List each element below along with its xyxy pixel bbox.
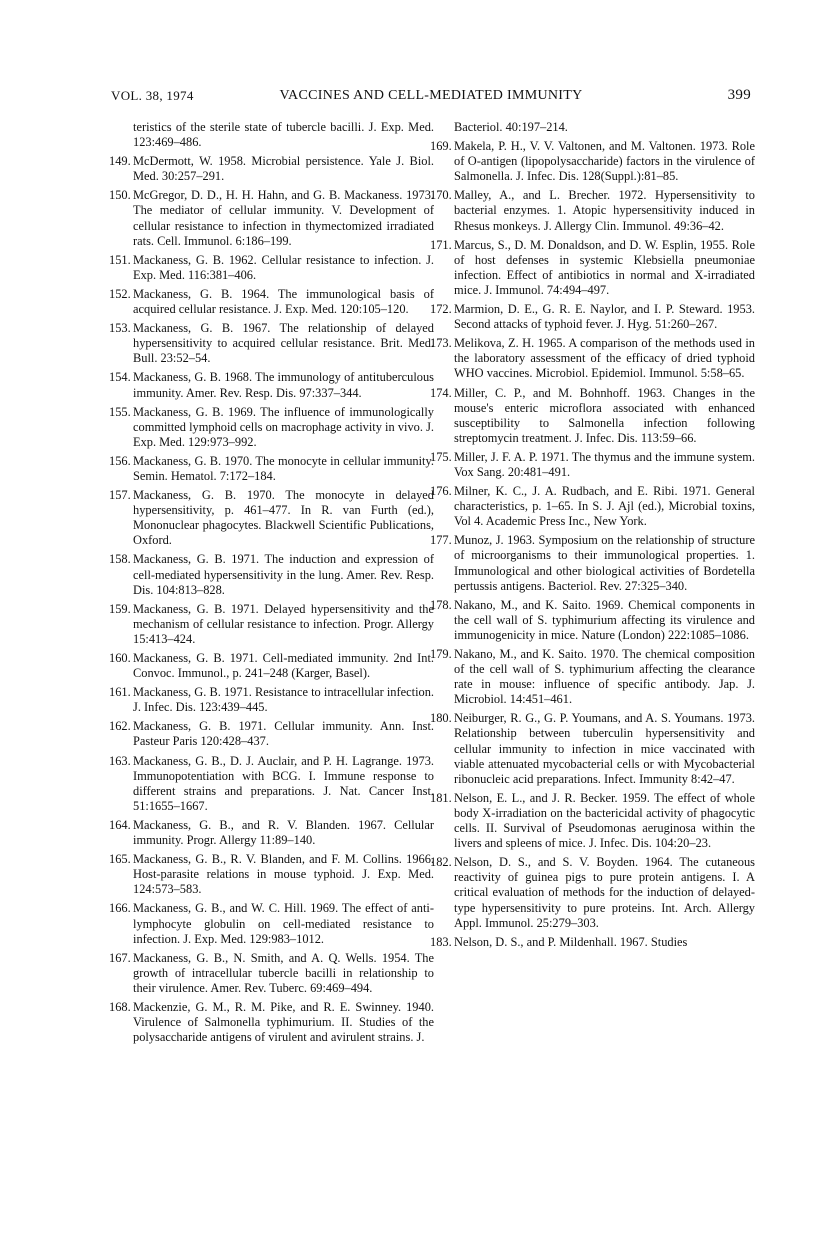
reference-text: Nelson, D. S., and P. Mildenhall. 1967. Studies: [454, 934, 688, 949]
reference-number: 156.: [109, 453, 131, 468]
reference-text: Mackaness, G. B. 1970. The monocyte in delayed hypersensitivity, p. 461–477. In R. van Furth (ed.), Mononuclear phagocytes. Blackwell Scientific Publications, Oxford.: [133, 488, 434, 548]
reference-text: Nakano, M., and K. Saito. 1970. The chemical composition of the cell wall of S. typhimurium affecting the clearance rate in mouse: influence of specific antibody. Jap. J. Microbiol. 14:451–461.: [454, 647, 755, 707]
reference-text: Nakano, M., and K. Saito. 1969. Chemical components in the cell wall of S. typhimurium affecting its virulence and immunogenicity in mice. Nature (London) 222:1085–1086.: [454, 597, 755, 642]
reference-entry: [109, 602, 434, 647]
reference-text: Neiburger, R. G., G. P. Youmans, and A. S. Youmans. 1973. Relationship between tuberculin hypersensitivity and cellular immunity to infection in mice vaccinated with viable attenuated mycobacterial cells or with Mycobacterial ribonucleic acid preparations. Infect. Immunity 8:42–47.: [454, 711, 755, 786]
reference-number: 152.: [109, 286, 131, 301]
reference-entry: [430, 450, 755, 480]
reference-entry: [430, 935, 755, 950]
reference-entry: [109, 651, 434, 681]
reference-number: 182.: [430, 855, 452, 870]
reference-number: 167.: [109, 950, 131, 965]
reference-text: Makela, P. H., V. V. Valtonen, and M. Valtonen. 1973. Role of O-antigen (lipopolysaccharide) factors in the virulence of Salmonella. J. Infec. Dis. 128(Suppl.):81–85.: [454, 139, 755, 184]
reference-text: teristics of the sterile state of tubercle bacilli. J. Exp. Med. 123:469–486.: [133, 120, 434, 150]
reference-entry: [109, 754, 434, 814]
reference-text: Malley, A., and L. Brecher. 1972. Hypersensitivity to bacterial enzymes. 1. Atopic hypersensitivity induced in Rhesus monkeys. J. Allergy Clin. Immunol. 49:36–42.: [454, 188, 755, 233]
reference-number: 169.: [430, 139, 452, 154]
reference-number: 154.: [109, 370, 131, 385]
reference-number: 168.: [109, 999, 131, 1014]
reference-entry: [109, 552, 434, 597]
reference-number: 157.: [109, 488, 131, 503]
reference-text: Mackaness, G. B. 1967. The relationship of delayed hypersensitivity to acquired cellular resistance. Brit. Med. Bull. 23:52–54.: [133, 321, 434, 366]
reference-entry: [430, 386, 755, 446]
reference-text: Miller, C. P., and M. Bohnhoff. 1963. Changes in the mouse's enteric microflora associated with enhanced susceptibility to Salmonella infection following streptomycin treatment. J. Infec. Dis. 113:59–66.: [454, 385, 755, 445]
reference-number: 151.: [109, 252, 131, 267]
reference-entry: [109, 719, 434, 749]
reference-text: Marcus, S., D. M. Donaldson, and D. W. Esplin, 1955. Role of host defenses in systemic Klebsiella pneumoniae infection. Effect of antibiotics in normal and X-irradiated mice. J. Immunol. 74:494–497.: [454, 237, 755, 297]
reference-entry: [430, 647, 755, 707]
reference-text: Milner, K. C., J. A. Rudbach, and E. Ribi. 1971. General characteristics, p. 1–65. In S. J. Ajl (ed.), Microbial toxins, Vol 4. Academic Press Inc., New York.: [454, 484, 755, 529]
reference-number: 173.: [430, 336, 452, 351]
reference-text: Mackaness, G. B. 1964. The immunological basis of acquired cellular resistance. J. Exp. Med. 120:105–120.: [133, 286, 434, 317]
reference-entry: [109, 852, 434, 897]
reference-text: Mackaness, G. B. 1971. Delayed hypersensitivity and the mechanism of cellular resistance to infection. Progr. Allergy 15:413–424.: [133, 601, 434, 646]
reference-text: Mackaness, G. B., D. J. Auclair, and P. H. Lagrange. 1973. Immunopotentiation with BCG. I. Immune response to different strains and preparations. J. Nat. Cancer Inst. 51:1655–1667.: [133, 753, 434, 813]
reference-entry: [430, 711, 755, 786]
reference-entry: [109, 188, 434, 248]
running-title: VACCINES AND CELL-MEDIATED IMMUNITY: [279, 88, 583, 103]
reference-text: Mackaness, G. B., and W. C. Hill. 1969. The effect of anti-lymphocyte globulin on cell-mediated resistance to infection. J. Exp. Med. 129:983–1012.: [133, 901, 434, 946]
reference-text: Mackenzie, G. M., R. M. Pike, and R. E. Swinney. 1940. Virulence of Salmonella typhimurium. II. Studies of the polysaccharide antigens of virulent and avirulent strains. J.: [133, 999, 434, 1045]
reference-number: 161.: [109, 685, 131, 700]
reference-text: McDermott, W. 1958. Microbial persistence. Yale J. Biol. Med. 30:257–291.: [133, 154, 434, 184]
reference-text: Mackaness, G. B. 1971. Cell-mediated immunity. 2nd Int. Convoc. Immunol., p. 241–248 (Karger, Basel).: [133, 651, 434, 681]
reference-number: 153.: [109, 321, 131, 336]
reference-number: 179.: [430, 647, 452, 661]
reference-number: 158.: [109, 552, 131, 567]
reference-number: 165.: [109, 852, 131, 867]
reference-entry: [109, 287, 434, 317]
reference-text: Mackaness, G. B. 1968. The immunology of antituberculous immunity. Amer. Rev. Resp. Dis. 97:337–344.: [133, 370, 434, 400]
reference-number: 166.: [109, 901, 131, 916]
reference-entry: [109, 321, 434, 366]
reference-text: Mackaness, G. B. 1971. Cellular immunity. Ann. Inst. Pasteur Paris 120:428–437.: [133, 719, 434, 749]
reference-entry: [109, 488, 434, 548]
reference-text: Mackaness, G. B., N. Smith, and A. Q. Wells. 1954. The growth of intracellular tubercle bacilli in relationship to their virulence. Amer. Rev. Tuberc. 69:469–494.: [133, 950, 434, 995]
reference-entry: [430, 139, 755, 184]
reference-entry: [109, 405, 434, 450]
reference-number: 181.: [430, 790, 452, 805]
reference-text: Marmion, D. E., G. R. E. Naylor, and I. P. Steward. 1953. Second attacks of typhoid fever. J. Hyg. 51:260–267.: [454, 302, 755, 332]
reference-text: Mackaness, G. B. 1971. The induction and expression of cell-mediated hypersensitivity in the lung. Amer. Rev. Resp. Dis. 104:813–828.: [133, 552, 434, 597]
reference-entry: [430, 791, 755, 851]
reference-number: 162.: [109, 719, 131, 734]
reference-text: Mackaness, G. B. 1971. Resistance to intracellular infection. J. Infec. Dis. 123:439–445.: [133, 685, 434, 715]
reference-text: Miller, J. F. A. P. 1971. The thymus and the immune system. Vox Sang. 20:481–491.: [454, 449, 755, 479]
reference-text: Mackaness, G. B. 1970. The monocyte in cellular immunity. Semin. Hematol. 7:172–184.: [133, 453, 434, 483]
reference-entry: [109, 253, 434, 283]
reference-entry: [430, 120, 755, 135]
reference-text: Mackaness, G. B., and R. V. Blanden. 1967. Cellular immunity. Progr. Allergy 11:89–140.: [133, 817, 434, 848]
reference-text: Nelson, D. S., and S. V. Boyden. 1964. The cutaneous reactivity of guinea pigs to pure protein antigens. I. A critical evaluation of methods for the induction of delayed-type hypersensitivity to pure proteins. Int. Arch. Allergy Appl. Immunol. 25:279–303.: [454, 855, 755, 930]
reference-number: 180.: [430, 711, 452, 726]
reference-number: 178.: [430, 597, 452, 612]
reference-number: 163.: [109, 753, 131, 768]
reference-entry: [430, 598, 755, 643]
reference-number: 149.: [109, 154, 131, 169]
reference-entry: [109, 454, 434, 484]
reference-number: 150.: [109, 188, 131, 203]
reference-text: Nelson, E. L., and J. R. Becker. 1959. The effect of whole body X-irradiation on the bactericidal activity of phagocytic cells. II. Survival of Pseudomonas aeruginosa within the livers and spleens of mice. J. Infec. Dis. 104:20–23.: [454, 790, 755, 851]
reference-number: 175.: [430, 449, 452, 464]
reference-text: Munoz, J. 1963. Symposium on the relationship of structure of microorganisms to their immunological properties. 1. Immunological and other biological activities of Bordetella pertussis antigens. Bacteriol. Rev. 27:325–340.: [454, 533, 755, 593]
reference-number: 170.: [430, 188, 452, 203]
reference-entry: [430, 188, 755, 233]
reference-text: Mackaness, G. B., R. V. Blanden, and F. M. Collins. 1966. Host-parasite relations in mouse typhoid. J. Exp. Med. 124:573–583.: [133, 852, 434, 897]
reference-entry: [430, 533, 755, 593]
reference-entry: [109, 901, 434, 946]
reference-entry: [430, 484, 755, 529]
reference-text: Mackaness, G. B. 1969. The influence of immunologically committed lymphoid cells on macrophage activity in vivo. J. Exp. Med. 129:973–992.: [133, 404, 434, 449]
reference-number: 159.: [109, 601, 131, 616]
reference-number: 155.: [109, 404, 131, 419]
reference-entry: [109, 685, 434, 715]
reference-number: 164.: [109, 817, 131, 832]
reference-number: 160.: [109, 651, 131, 665]
reference-entry: [430, 855, 755, 930]
reference-entry: [109, 951, 434, 996]
volume-label: VOL. 38, 1974: [111, 88, 194, 103]
reference-text: Melikova, Z. H. 1965. A comparison of the methods used in the laboratory assessment of the efficacy of dried typhoid WHO vaccines. Microbiol. Epidemiol. Immunol. 5:58–65.: [454, 336, 755, 381]
running-header: [111, 88, 751, 108]
left-reference-column: [109, 120, 434, 1049]
reference-number: 172.: [430, 302, 452, 317]
reference-number: 174.: [430, 385, 452, 400]
reference-entry: [430, 336, 755, 381]
reference-text: McGregor, D. D., H. H. Hahn, and G. B. Mackaness. 1973. The mediator of cellular immunity. V. Development of cellular resistance to infection in thymectomized irradiated rats. Cell. Immunol. 6:186–199.: [133, 188, 434, 248]
reference-number: 176.: [430, 484, 452, 499]
right-reference-column: [430, 120, 755, 954]
page-number: 399: [727, 87, 751, 103]
reference-entry: [109, 370, 434, 400]
reference-text: Bacteriol. 40:197–214.: [454, 120, 568, 134]
reference-entry: [430, 302, 755, 332]
reference-number: 171.: [430, 237, 452, 252]
reference-text: Mackaness, G. B. 1962. Cellular resistance to infection. J. Exp. Med. 116:381–406.: [133, 252, 434, 282]
reference-number: 183.: [430, 934, 452, 949]
reference-entry: [109, 818, 434, 848]
reference-number: 177.: [430, 533, 452, 548]
reference-entry: [109, 1000, 434, 1045]
reference-entry: [109, 154, 434, 184]
reference-entry: [430, 238, 755, 298]
reference-entry: [109, 120, 434, 150]
